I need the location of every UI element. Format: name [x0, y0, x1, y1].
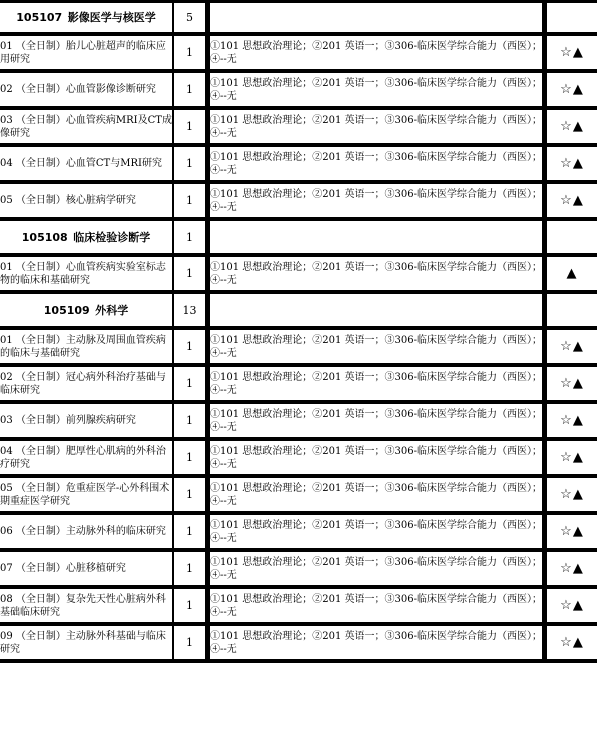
section-code: 105108 [21, 230, 68, 244]
section-mark-empty [546, 294, 597, 330]
research-direction: 01 （全日制）胎儿心脏超声的临床应用研究 [0, 36, 174, 73]
enrollment-count: 1 [174, 73, 209, 110]
row-marks: ☆▲ [546, 515, 597, 552]
exam-subjects: ①101 思想政治理论；②201 英语一；③306-临床医学综合能力（西医）；④--无 [209, 36, 546, 73]
section-header-row [0, 221, 597, 257]
research-direction: 05 （全日制）危重症医学-心外科围术期重症医学研究 [0, 478, 174, 515]
exam-subjects: ①101 思想政治理论；②201 英语一；③306-临床医学综合能力（西医）；④--无 [209, 257, 546, 294]
research-direction: 09 （全日制）主动脉外科基础与临床研究 [0, 626, 174, 663]
research-direction: 04 （全日制）心血管CT与MRI研究 [0, 147, 174, 184]
row-marks: ☆▲ [546, 626, 597, 663]
research-direction: 02 （全日制）心血管影像诊断研究 [0, 73, 174, 110]
row-marks: ☆▲ [546, 330, 597, 367]
enrollment-count: 1 [174, 367, 209, 404]
row-marks: ☆▲ [546, 367, 597, 404]
table-row [0, 367, 597, 404]
table-row [0, 589, 597, 626]
section-title [0, 294, 174, 330]
research-direction: 07 （全日制）心脏移植研究 [0, 552, 174, 589]
table-row [0, 257, 597, 294]
row-marks: ☆▲ [546, 36, 597, 73]
enrollment-count: 1 [174, 330, 209, 367]
table-row [0, 147, 597, 184]
section-count: 1 [174, 221, 209, 257]
row-marks: ☆▲ [546, 478, 597, 515]
table-row [0, 515, 597, 552]
row-marks: ☆▲ [546, 589, 597, 626]
section-title [0, 0, 174, 36]
enrollment-count: 1 [174, 36, 209, 73]
table-row [0, 626, 597, 663]
row-marks: ☆▲ [546, 110, 597, 147]
section-name: 临床检验诊断学 [73, 230, 151, 244]
table-row [0, 478, 597, 515]
exam-subjects: ①101 思想政治理论；②201 英语一；③306-临床医学综合能力（西医）；④--无 [209, 367, 546, 404]
enrollment-count: 1 [174, 257, 209, 294]
research-direction: 01 （全日制）心血管疾病实验室标志物的临床和基础研究 [0, 257, 174, 294]
exam-subjects: ①101 思想政治理论；②201 英语一；③306-临床医学综合能力（西医）；④--无 [209, 441, 546, 478]
table-row [0, 73, 597, 110]
research-direction: 01 （全日制）主动脉及周围血管疾病的临床与基础研究 [0, 330, 174, 367]
research-direction: 03 （全日制）前列腺疾病研究 [0, 404, 174, 441]
enrollment-count: 1 [174, 478, 209, 515]
table-row [0, 441, 597, 478]
section-code: 105109 [43, 303, 90, 317]
research-direction: 02 （全日制）冠心病外科治疗基础与临床研究 [0, 367, 174, 404]
section-mark-empty [546, 0, 597, 36]
table-row [0, 552, 597, 589]
exam-subjects: ①101 思想政治理论；②201 英语一；③306-临床医学综合能力（西医）；④--无 [209, 184, 546, 221]
row-marks: ☆▲ [546, 73, 597, 110]
exam-subjects: ①101 思想政治理论；②201 英语一；③306-临床医学综合能力（西医）；④--无 [209, 110, 546, 147]
section-exam-empty [209, 0, 546, 36]
exam-subjects: ①101 思想政治理论；②201 英语一；③306-临床医学综合能力（西医）；④--无 [209, 626, 546, 663]
section-exam-empty [209, 294, 546, 330]
enrollment-count: 1 [174, 589, 209, 626]
row-marks: ☆▲ [546, 404, 597, 441]
exam-subjects: ①101 思想政治理论；②201 英语一；③306-临床医学综合能力（西医）；④--无 [209, 147, 546, 184]
row-marks: ☆▲ [546, 552, 597, 589]
exam-subjects: ①101 思想政治理论；②201 英语一；③306-临床医学综合能力（西医）；④--无 [209, 73, 546, 110]
enrollment-count: 1 [174, 110, 209, 147]
enrollment-count: 1 [174, 626, 209, 663]
exam-subjects: ①101 思想政治理论；②201 英语一；③306-临床医学综合能力（西医）；④--无 [209, 404, 546, 441]
section-count: 5 [174, 0, 209, 36]
section-title [0, 221, 174, 257]
section-header-row [0, 294, 597, 330]
exam-subjects: ①101 思想政治理论；②201 英语一；③306-临床医学综合能力（西医）；④--无 [209, 515, 546, 552]
row-marks: ☆▲ [546, 441, 597, 478]
table-row [0, 184, 597, 221]
research-direction: 03 （全日制）心血管疾病MRI及CT成像研究 [0, 110, 174, 147]
research-direction: 06 （全日制）主动脉外科的临床研究 [0, 515, 174, 552]
row-marks: ▲ [546, 257, 597, 294]
section-exam-empty [209, 221, 546, 257]
table-row [0, 404, 597, 441]
exam-subjects: ①101 思想政治理论；②201 英语一；③306-临床医学综合能力（西医）；④--无 [209, 552, 546, 589]
section-count: 13 [174, 294, 209, 330]
enrollment-count: 1 [174, 552, 209, 589]
exam-subjects: ①101 思想政治理论；②201 英语一；③306-临床医学综合能力（西医）；④--无 [209, 589, 546, 626]
enrollment-count: 1 [174, 147, 209, 184]
exam-subjects: ①101 思想政治理论；②201 英语一；③306-临床医学综合能力（西医）；④--无 [209, 330, 546, 367]
section-header-row [0, 0, 597, 36]
table-row [0, 330, 597, 367]
enrollment-count: 1 [174, 404, 209, 441]
research-direction: 05 （全日制）核心脏病学研究 [0, 184, 174, 221]
table-row [0, 110, 597, 147]
exam-subjects: ①101 思想政治理论；②201 英语一；③306-临床医学综合能力（西医）；④--无 [209, 478, 546, 515]
row-marks: ☆▲ [546, 184, 597, 221]
research-direction: 04 （全日制）肥厚性心肌病的外科治疗研究 [0, 441, 174, 478]
section-name: 影像医学与核医学 [67, 11, 156, 24]
research-direction: 08 （全日制）复杂先天性心脏病外科基础临床研究 [0, 589, 174, 626]
enrollment-count: 1 [174, 441, 209, 478]
section-mark-empty [546, 221, 597, 257]
enrollment-count: 1 [174, 515, 209, 552]
enrollment-count: 1 [174, 184, 209, 221]
row-marks: ☆▲ [546, 147, 597, 184]
table-row [0, 36, 597, 73]
section-code: 105107 [16, 11, 63, 24]
section-name: 外科学 [95, 303, 129, 317]
